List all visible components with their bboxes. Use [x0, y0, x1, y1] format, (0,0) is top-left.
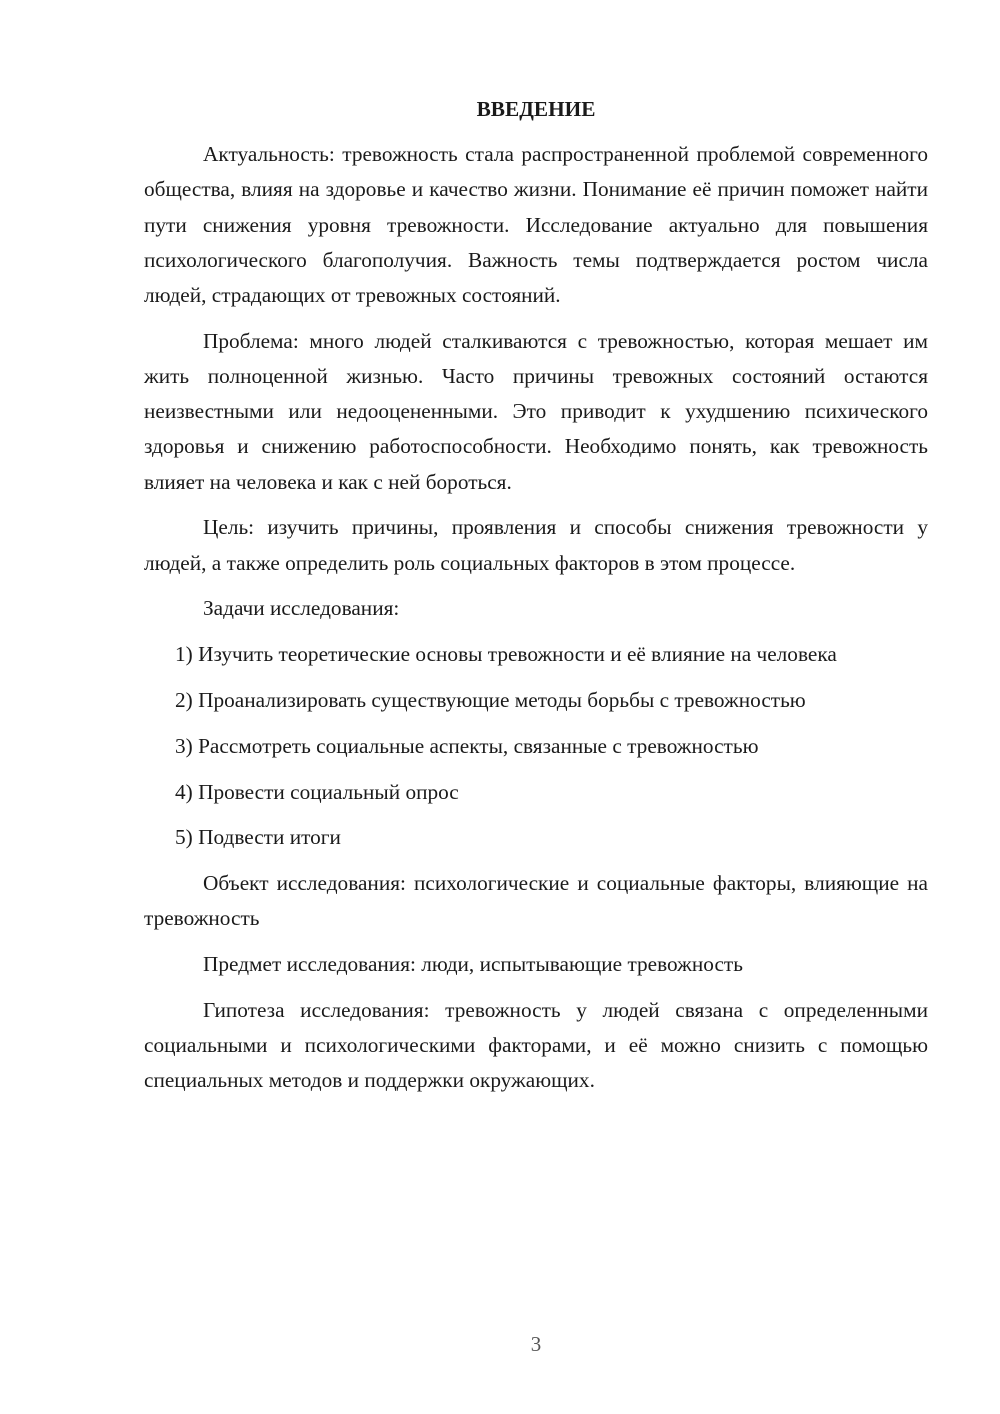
task-item-2: 2) Проанализировать существующие методы борьбы с тревожностью — [175, 688, 806, 713]
object-paragraph: Объект исследования: психологические и социальные факторы, влияющие на тревожность — [144, 871, 928, 931]
problem-paragraph: Проблема: много людей сталкиваются с тревожностью, которая мешает им жить полноценной жизнью. Часто причины тревожных состояний остаются неизвестными или недооцененными. Это приводит к ухудшению психического здоровья и снижению работоспособности. Необходимо понять, как тревожность влияет на человека и как с ней бороться. — [144, 328, 928, 494]
task-item-3: 3) Рассмотреть социальные аспекты, связанные с тревожностью — [175, 733, 759, 758]
task-item-4: 4) Провести социальный опрос — [175, 779, 459, 804]
task-item-5: 5) Подвести итоги — [175, 825, 341, 850]
subject-paragraph: Предмет исследования: люди, испытывающие тревожность — [203, 952, 743, 977]
section-heading: ВВЕДЕНИЕ — [476, 97, 596, 121]
relevance-paragraph: Актуальность: тревожность стала распространенной проблемой современного общества, влияя на здоровье и качество жизни. Понимание её причин поможет найти пути снижения уровня тревожности. Исследование актуально для повышения психологического благополучия. Важность темы подтверждается ростом числа людей, страдающих от тревожных состояний. — [144, 142, 928, 308]
hypothesis-paragraph: Гипотеза исследования: тревожность у людей связана с определенными социальными и психологическими факторами, и её можно снизить с помощью специальных методов и поддержки окружающих. — [144, 998, 928, 1093]
goal-paragraph: Цель: изучить причины, проявления и способы снижения тревожности у людей, а также определить роль социальных факторов в этом процессе. — [144, 515, 928, 575]
page-number: 3 — [530, 1332, 542, 1356]
page-body — [144, 92, 928, 1109]
task-item-1: 1) Изучить теоретические основы тревожности и её влияние на человека — [175, 642, 837, 667]
tasks-intro: Задачи исследования: — [203, 596, 400, 621]
